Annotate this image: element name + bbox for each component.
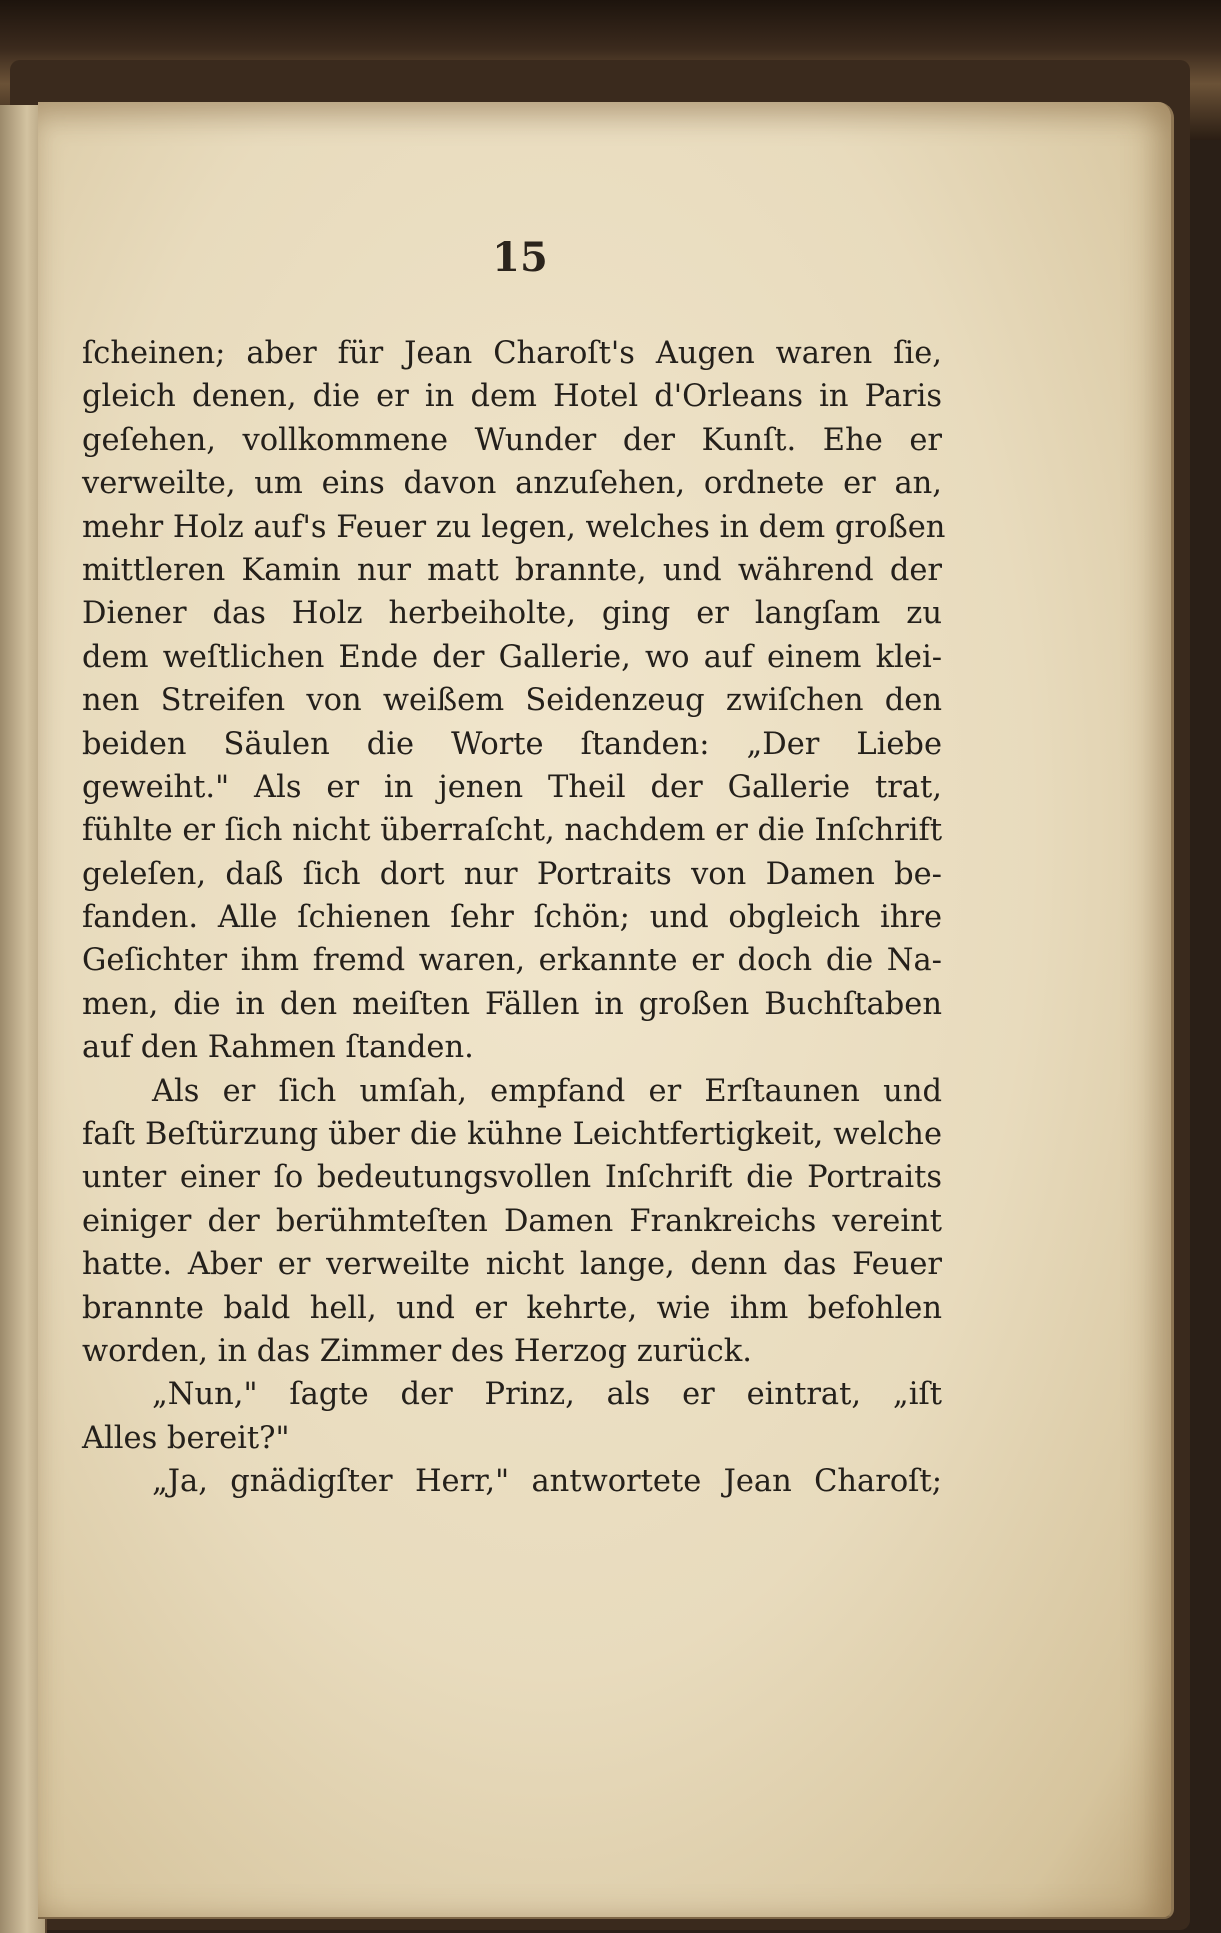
text-line: men, die in den meiſten Fällen in großen Buchſtaben — [82, 986, 942, 1022]
text-line: geſehen, vollkommene Wunder der Kunſt. Ehe er — [82, 422, 942, 458]
text-line: einiger der berühmteſten Damen Frankreichs vereint — [82, 1203, 942, 1239]
text-line: hatte. Aber er verweilte nicht lange, denn das Feuer — [82, 1247, 942, 1283]
text-line: unter einer ſo bedeutungsvollen Inſchrift die Portraits — [82, 1160, 942, 1196]
body-text — [82, 332, 946, 1504]
text-line: fanden. Alle ſchienen ſehr ſchön; und obgleich ihre — [82, 900, 942, 936]
text-line: geleſen, daß ſich dort nur Portraits von Damen be- — [82, 856, 942, 892]
text-line: beiden Säulen die Worte ſtanden: „Der Liebe — [82, 726, 942, 762]
text-line: auf den Rahmen ſtanden. — [82, 1030, 474, 1066]
text-line: Alles bereit?" — [82, 1420, 290, 1456]
text-line: verweilte, um eins davon anzuſehen, ordnete er an, — [82, 466, 942, 502]
text-line: dem weſtlichen Ende der Gallerie, wo auf einem klei- — [82, 639, 942, 675]
text-line: mehr Holz auf's Feuer zu legen, welches in dem großen — [82, 509, 946, 545]
text-line: Als er ſich umſah, empfand er Erſtaunen und — [152, 1073, 942, 1109]
text-line: ſcheinen; aber für Jean Charoſt's Augen waren ſie, — [82, 336, 942, 371]
text-line: Diener das Holz herbeiholte, ging er langſam zu — [82, 596, 942, 632]
text-line: „Ja, gnädigſter Herr," antwortete Jean Charoſt; — [152, 1464, 942, 1500]
text-line: geweiht." Als er in jenen Theil der Gallerie trat, — [82, 769, 942, 805]
text-line: fühlte er ſich nicht überraſcht, nachdem er die Inſchrift — [82, 813, 943, 849]
text-line: mittleren Kamin nur matt brannte, und während der — [82, 552, 942, 588]
text-line: gleich denen, die er in dem Hotel d'Orleans in Paris — [82, 379, 942, 415]
text-line: nen Streifen von weißem Seidenzeug zwiſchen den — [82, 683, 942, 719]
text-line: „Nun," ſagte der Prinz, als er eintrat, „iſt — [152, 1377, 942, 1413]
text-line: brannte bald hell, und er kehrte, wie ihm befohlen — [82, 1290, 942, 1326]
text-line: worden, in das Zimmer des Herzog zurück. — [82, 1333, 752, 1369]
text-line: Geſichter ihm fremd waren, erkannte er doch die Na- — [82, 943, 942, 979]
page-number: 15 — [492, 234, 548, 281]
text-line: faſt Beſtürzung über die kühne Leichtfertigkeit, welche — [82, 1117, 942, 1153]
